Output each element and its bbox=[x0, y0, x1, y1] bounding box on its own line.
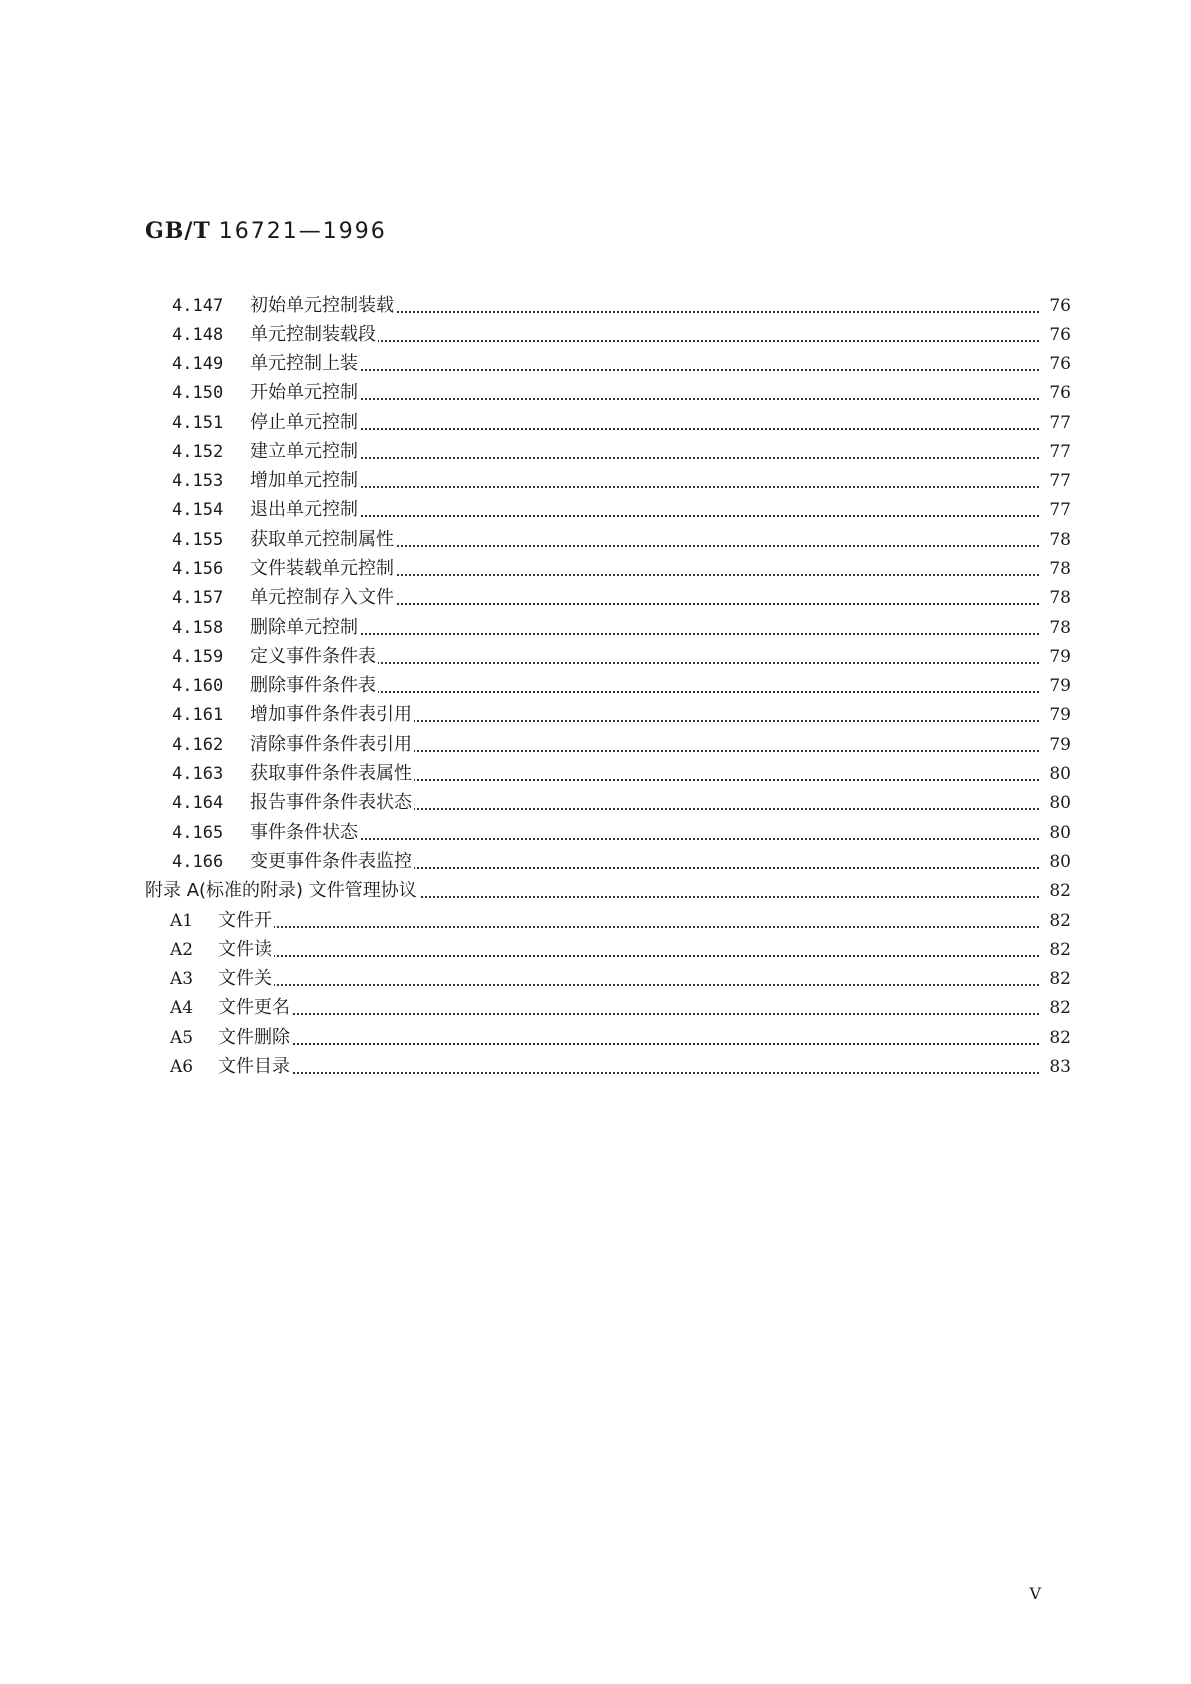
entry-title: 文件开 bbox=[218, 906, 274, 936]
toc-entry[interactable] bbox=[0, 788, 1191, 818]
entry-title: 单元控制上装 bbox=[250, 349, 360, 379]
entry-page: 79 bbox=[1049, 676, 1071, 696]
entry-number: A3 bbox=[170, 969, 194, 989]
entry-number: 4.154 bbox=[172, 500, 224, 520]
entry-title: 单元控制装载段 bbox=[250, 320, 378, 350]
entry-number: 4.155 bbox=[172, 530, 224, 550]
toc-entry[interactable] bbox=[0, 730, 1191, 760]
toc-entry[interactable] bbox=[0, 613, 1191, 643]
entry-title: 停止单元控制 bbox=[250, 408, 360, 438]
entry-number: 4.159 bbox=[172, 647, 224, 667]
entry-number: 4.161 bbox=[172, 705, 224, 725]
entry-title: 清除事件条件表引用 bbox=[250, 730, 414, 760]
toc-entry[interactable] bbox=[0, 818, 1191, 848]
entry-title: 文件装载单元控制 bbox=[250, 554, 396, 584]
entry-page: 82 bbox=[1049, 881, 1071, 901]
entry-title: 文件目录 bbox=[218, 1052, 292, 1082]
entry-page: 77 bbox=[1049, 413, 1071, 433]
entry-title: 文件删除 bbox=[218, 1023, 292, 1053]
entry-title: 开始单元控制 bbox=[250, 378, 360, 408]
entry-page: 80 bbox=[1049, 764, 1071, 784]
dot-leader bbox=[218, 953, 1039, 957]
toc-entry[interactable] bbox=[0, 847, 1191, 877]
toc-entry[interactable] bbox=[0, 495, 1191, 525]
entry-page: 82 bbox=[1049, 911, 1071, 931]
appendix-title: 附录 A(标准的附录) 文件管理协议 bbox=[145, 876, 419, 906]
dot-leader bbox=[218, 1011, 1039, 1015]
toc-entry[interactable] bbox=[0, 349, 1191, 379]
toc-entry[interactable] bbox=[0, 642, 1191, 672]
entry-title: 删除事件条件表 bbox=[250, 671, 378, 701]
entry-number: 4.160 bbox=[172, 676, 224, 696]
entry-number: 4.152 bbox=[172, 442, 224, 462]
entry-number: 4.162 bbox=[172, 735, 224, 755]
entry-title: 初始单元控制装载 bbox=[250, 291, 396, 321]
dot-leader bbox=[218, 1070, 1039, 1074]
standard-code: GB/T bbox=[145, 218, 211, 244]
entry-page: 80 bbox=[1049, 823, 1071, 843]
entry-title: 事件条件状态 bbox=[250, 818, 360, 848]
toc-entry[interactable] bbox=[0, 291, 1191, 321]
toc-appendix-entry[interactable] bbox=[0, 876, 1191, 906]
dot-leader bbox=[250, 836, 1039, 840]
entry-page: 78 bbox=[1049, 530, 1071, 550]
entry-page: 76 bbox=[1049, 354, 1071, 374]
toc-entry[interactable] bbox=[0, 525, 1191, 555]
entry-title: 增加事件条件表引用 bbox=[250, 700, 414, 730]
entry-title: 变更事件条件表监控 bbox=[250, 847, 414, 877]
entry-page: 77 bbox=[1049, 471, 1071, 491]
toc-entry[interactable] bbox=[0, 700, 1191, 730]
entry-number: 4.151 bbox=[172, 413, 224, 433]
toc-entry[interactable] bbox=[0, 759, 1191, 789]
toc-entry[interactable] bbox=[0, 320, 1191, 350]
toc-entry[interactable] bbox=[0, 408, 1191, 438]
entry-number: 4.163 bbox=[172, 764, 224, 784]
dot-leader bbox=[250, 513, 1039, 517]
entry-number: A5 bbox=[170, 1028, 194, 1048]
entry-title: 建立单元控制 bbox=[250, 437, 360, 467]
entry-title: 报告事件条件表状态 bbox=[250, 788, 414, 818]
dot-leader bbox=[250, 631, 1039, 635]
entry-page: 77 bbox=[1049, 442, 1071, 462]
dot-leader bbox=[218, 924, 1039, 928]
entry-page: 82 bbox=[1049, 969, 1071, 989]
toc-entry[interactable] bbox=[0, 583, 1191, 613]
entry-title: 文件关 bbox=[218, 964, 274, 994]
entry-page: 79 bbox=[1049, 735, 1071, 755]
entry-title: 退出单元控制 bbox=[250, 495, 360, 525]
dot-leader bbox=[250, 455, 1039, 459]
standard-number: 16721—1996 bbox=[218, 219, 387, 244]
entry-title: 定义事件条件表 bbox=[250, 642, 378, 672]
entry-number: 4.147 bbox=[172, 296, 224, 316]
entry-title: 获取事件条件表属性 bbox=[250, 759, 414, 789]
entry-number: 4.149 bbox=[172, 354, 224, 374]
toc-entry[interactable] bbox=[0, 466, 1191, 496]
entry-page: 83 bbox=[1049, 1057, 1071, 1077]
dot-leader bbox=[250, 367, 1039, 371]
entry-number: A4 bbox=[170, 998, 194, 1018]
entry-page: 76 bbox=[1049, 296, 1071, 316]
entry-page: 79 bbox=[1049, 647, 1071, 667]
toc-entry[interactable] bbox=[0, 671, 1191, 701]
toc-entry[interactable] bbox=[0, 1023, 1191, 1053]
entry-number: 4.156 bbox=[172, 559, 224, 579]
toc-entry[interactable] bbox=[0, 993, 1191, 1023]
entry-title: 删除单元控制 bbox=[250, 613, 360, 643]
entry-title: 文件读 bbox=[218, 935, 274, 965]
entry-page: 78 bbox=[1049, 618, 1071, 638]
entry-number: 4.157 bbox=[172, 588, 224, 608]
entry-page: 76 bbox=[1049, 383, 1071, 403]
entry-page: 80 bbox=[1049, 852, 1071, 872]
toc-entry[interactable] bbox=[0, 437, 1191, 467]
entry-number: 4.166 bbox=[172, 852, 224, 872]
toc-entry[interactable] bbox=[0, 378, 1191, 408]
entry-title: 获取单元控制属性 bbox=[250, 525, 396, 555]
dot-leader bbox=[218, 1041, 1039, 1045]
entry-number: 4.153 bbox=[172, 471, 224, 491]
toc-entry[interactable] bbox=[0, 554, 1191, 584]
dot-leader bbox=[250, 396, 1039, 400]
entry-page: 79 bbox=[1049, 705, 1071, 725]
entry-page: 78 bbox=[1049, 588, 1071, 608]
entry-number: 4.164 bbox=[172, 793, 224, 813]
entry-number: A6 bbox=[170, 1057, 194, 1077]
entry-title: 增加单元控制 bbox=[250, 466, 360, 496]
entry-page: 80 bbox=[1049, 793, 1071, 813]
entry-page: 82 bbox=[1049, 940, 1071, 960]
dot-leader bbox=[250, 484, 1039, 488]
dot-leader bbox=[250, 426, 1039, 430]
entry-page: 78 bbox=[1049, 559, 1071, 579]
entry-number: A2 bbox=[170, 940, 194, 960]
dot-leader bbox=[218, 982, 1039, 986]
entry-number: 4.165 bbox=[172, 823, 224, 843]
entry-number: 4.158 bbox=[172, 618, 224, 638]
toc-entry[interactable] bbox=[0, 906, 1191, 936]
toc-entry[interactable] bbox=[0, 935, 1191, 965]
entry-page: 82 bbox=[1049, 1028, 1071, 1048]
entry-page: 76 bbox=[1049, 325, 1071, 345]
page-folio: V bbox=[1029, 1584, 1041, 1603]
entry-number: A1 bbox=[170, 911, 194, 931]
entry-page: 77 bbox=[1049, 500, 1071, 520]
entry-page: 82 bbox=[1049, 998, 1071, 1018]
toc-entry[interactable] bbox=[0, 964, 1191, 994]
entry-number: 4.150 bbox=[172, 383, 224, 403]
entry-title: 文件更名 bbox=[218, 993, 292, 1023]
entry-number: 4.148 bbox=[172, 325, 224, 345]
entry-title: 单元控制存入文件 bbox=[250, 583, 396, 613]
toc-entry[interactable] bbox=[0, 1052, 1191, 1082]
